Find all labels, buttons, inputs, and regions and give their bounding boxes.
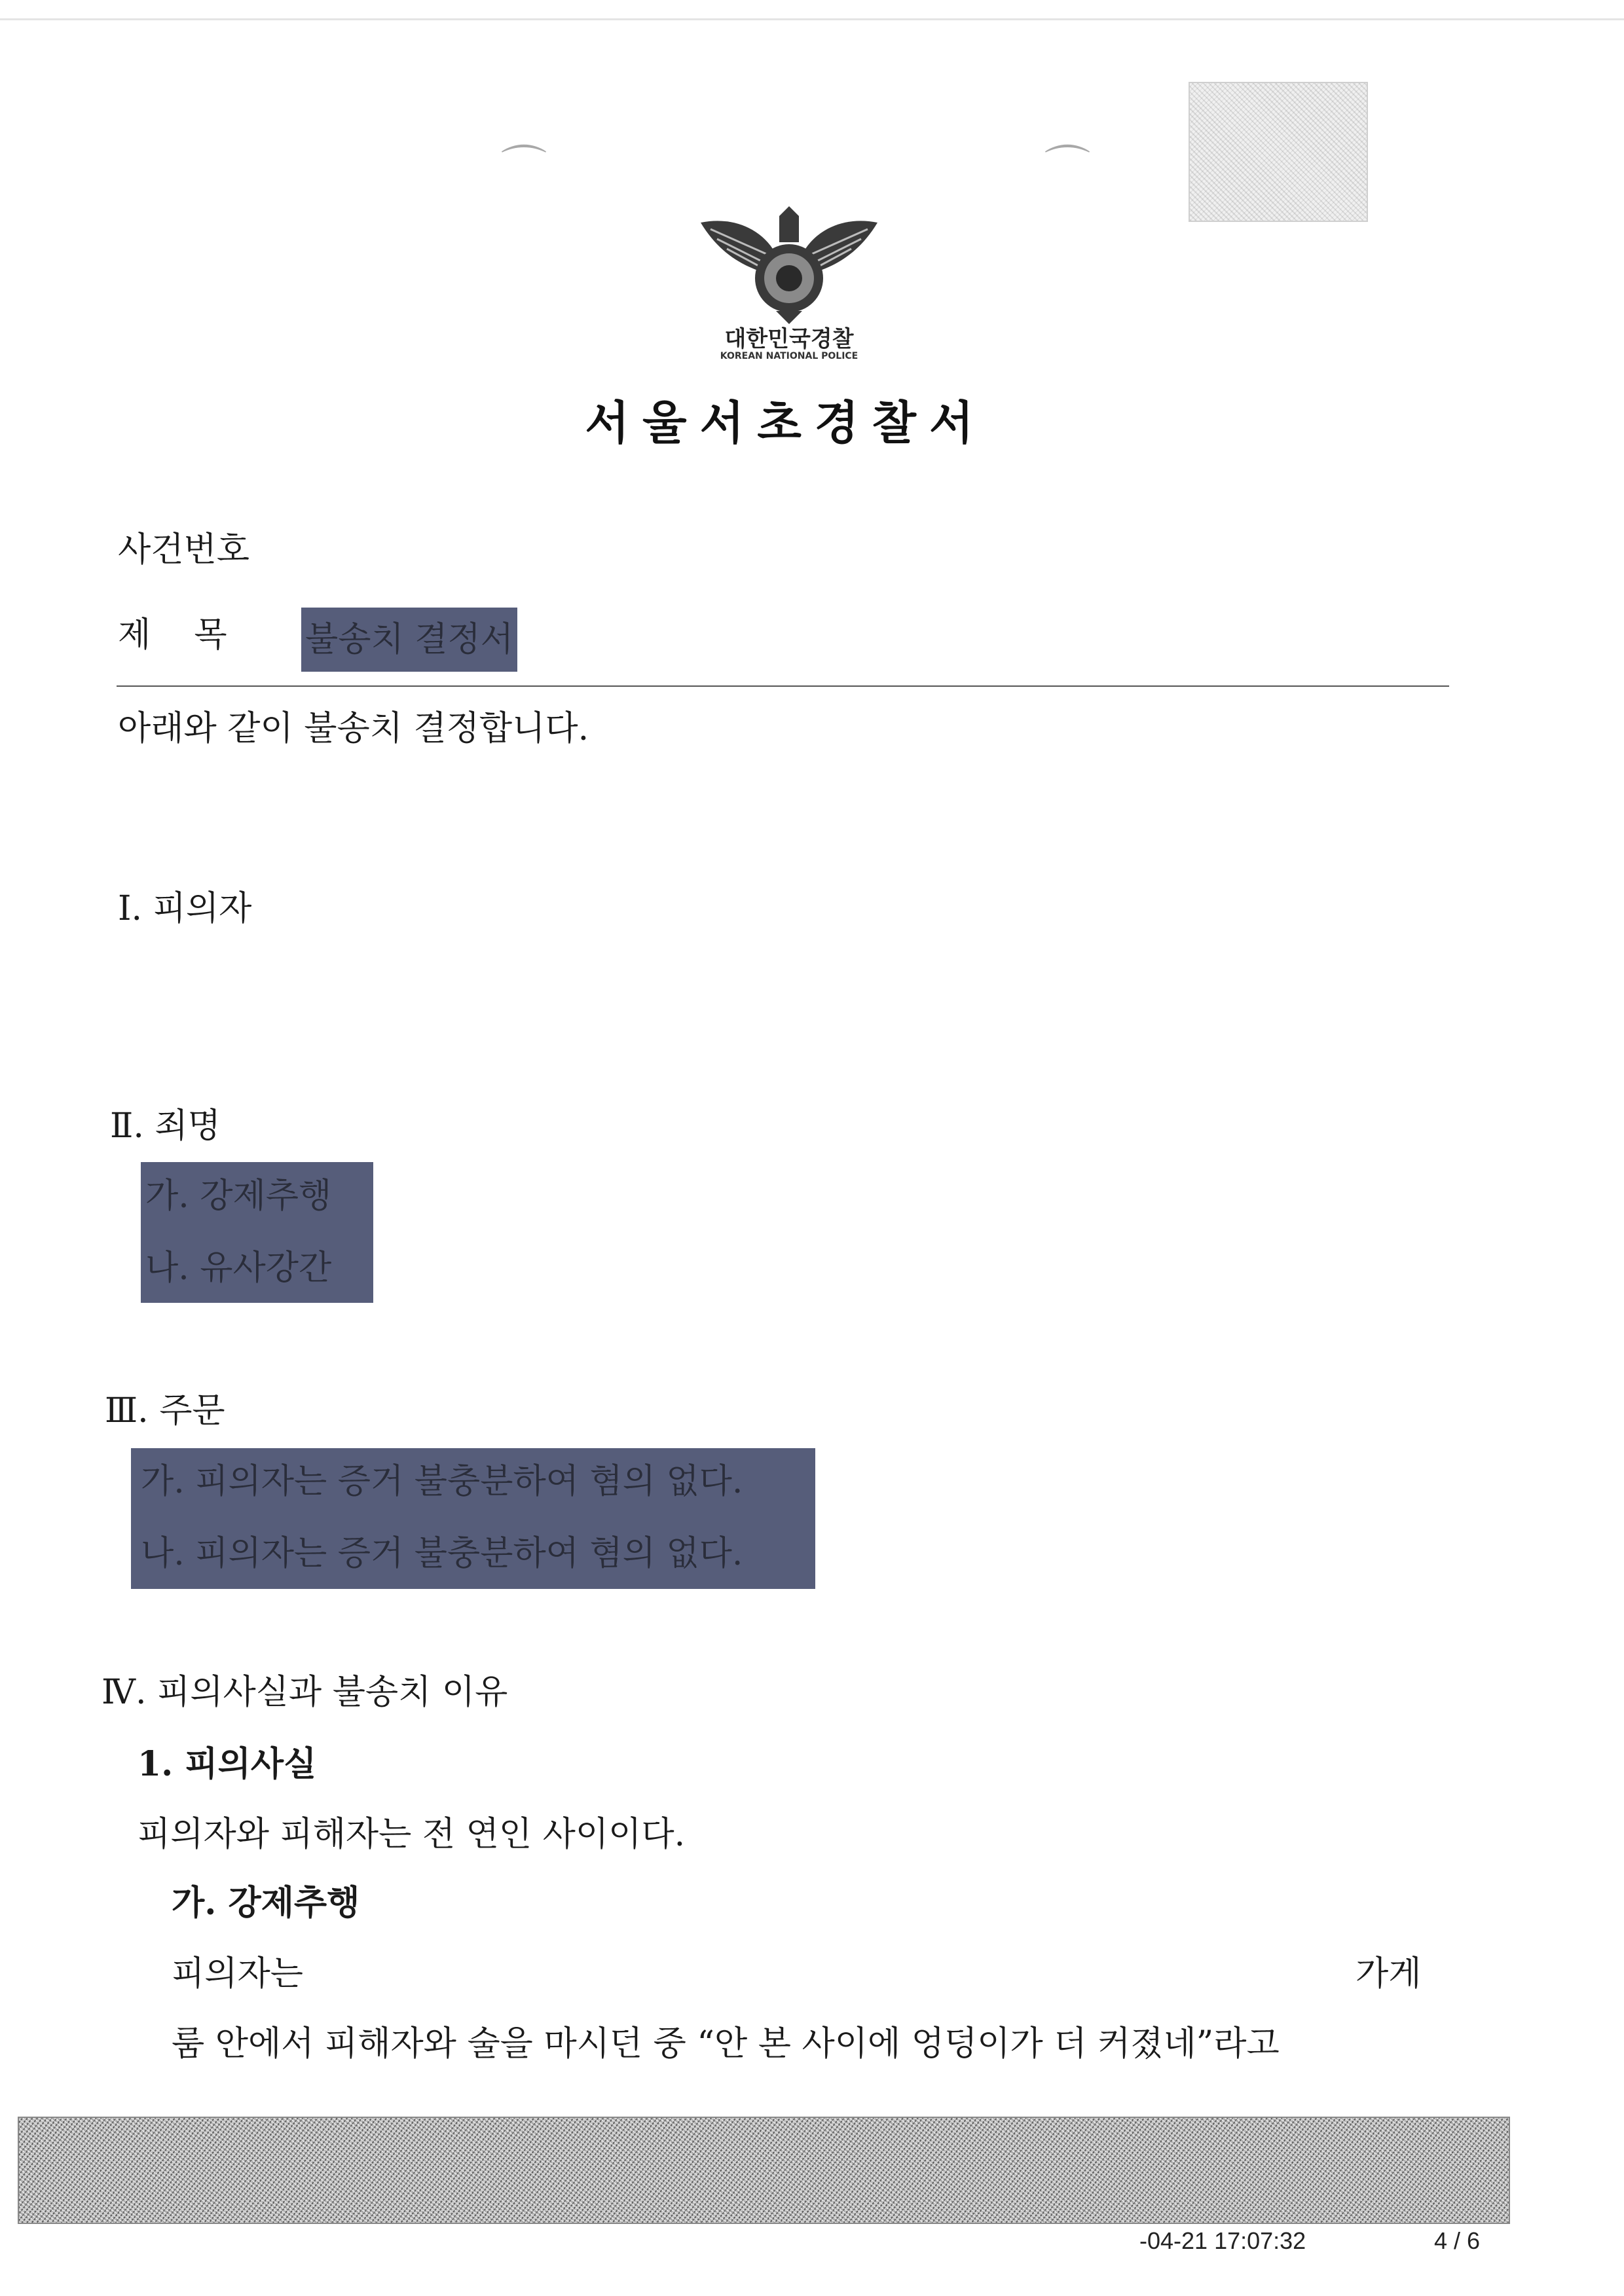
disposition-item: 가. 피의자는 증거 불충분하여 혐의 없다. <box>141 1462 743 1501</box>
scan-top-edge <box>0 18 1624 20</box>
subject-label: 제 목 <box>118 615 227 655</box>
police-emblem-icon <box>694 203 884 327</box>
section-1-heading: Ⅰ. 피의자 <box>118 889 252 928</box>
emblem-name-en: KOREAN NATIONAL POLICE <box>720 351 858 361</box>
header-divider <box>117 685 1449 687</box>
office-title: 서울서초경찰서 <box>585 395 987 450</box>
section-2-heading: Ⅱ. 죄명 <box>110 1106 221 1146</box>
case-number-label: 사건번호 <box>118 530 249 570</box>
print-timestamp: -04-21 17:07:32 <box>1139 2227 1306 2254</box>
facts-line-start: 피의자는 <box>172 1954 303 1994</box>
subject-value: 불송치 결정서 <box>301 608 517 672</box>
subsection-facts: 1. 피의사실 <box>138 1744 317 1784</box>
redacted-stamp <box>1189 82 1368 222</box>
charge-item: 가. 강제추행 <box>145 1176 332 1216</box>
disposition-item: 나. 피의자는 증거 불충분하여 혐의 없다. <box>141 1534 743 1573</box>
charge-item: 나. 유사강간 <box>145 1248 332 1288</box>
section-3-heading: Ⅲ. 주문 <box>105 1391 225 1430</box>
subsection-indecent-act: 가. 강제추행 <box>172 1883 360 1923</box>
redacted-block <box>18 2117 1510 2224</box>
facts-line-end: 가게 <box>1356 1954 1422 1994</box>
intro-text: 아래와 같이 불송치 결정합니다. <box>118 709 589 748</box>
page-number: 4 / 6 <box>1434 2227 1481 2254</box>
section-4-heading: Ⅳ. 피의사실과 불송치 이유 <box>101 1673 508 1712</box>
emblem-name-kr: 대한민국경찰 <box>724 326 854 352</box>
scan-mark-right: ⌒ <box>1044 141 1090 194</box>
facts-paragraph: 피의자와 피해자는 전 연인 사이이다. <box>138 1815 686 1854</box>
scan-mark-left: ⌒ <box>501 141 547 194</box>
facts-line-2: 룸 안에서 피해자와 술을 마시던 중 “안 본 사이에 엉덩이가 더 커졌네”라고 <box>172 2024 1280 2064</box>
